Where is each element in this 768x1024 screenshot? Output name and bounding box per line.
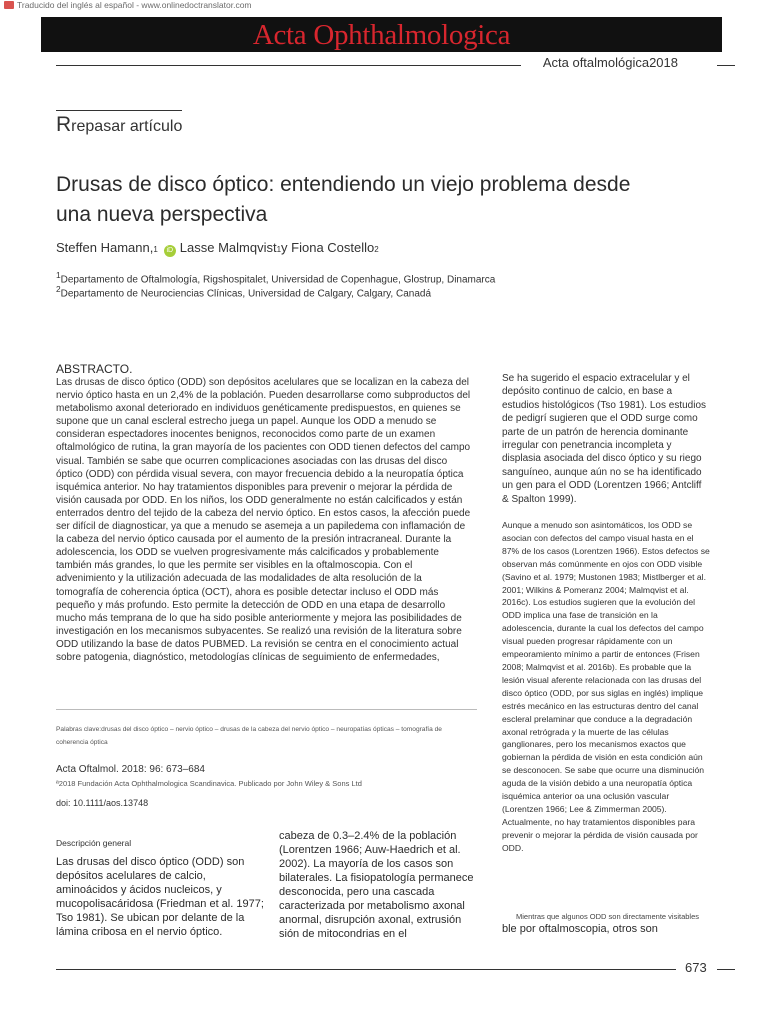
author-2-sup: 1 — [276, 245, 282, 254]
header-rule-right — [717, 65, 735, 66]
affiliation-1-text: Departamento de Oftalmología, Rigshospitalet, Universidad de Copenhague, Glostrup, Dinamarca — [60, 274, 496, 286]
page-number: 673 — [685, 960, 707, 975]
right-column-last-line: ble por oftalmoscopia, otros son — [502, 923, 658, 935]
header-rule-left — [56, 65, 521, 66]
author-3-sup: 2 — [374, 245, 379, 254]
journal-running-head: Acta oftalmológica2018 — [542, 55, 678, 70]
author-1: Steffen Hamann, — [56, 240, 154, 255]
doi-link[interactable]: doi: 10.1111/aos.13748 — [56, 798, 149, 808]
affiliation-2-num: 2 — [56, 284, 61, 294]
author-1-sup: 1 — [153, 245, 158, 254]
author-list — [56, 240, 379, 257]
keywords-rule — [56, 709, 477, 710]
orcid-icon[interactable]: iD — [164, 245, 176, 257]
author-3: y Fiona Costello — [281, 240, 375, 255]
section-label — [56, 110, 182, 137]
journal-banner — [41, 17, 722, 52]
translator-note[interactable] — [4, 0, 252, 10]
right-column-footnote: Mientras que algunos ODD son directamente visitables — [516, 912, 700, 921]
affiliation-1-num: 1 — [56, 270, 61, 280]
footer-rule-left — [56, 969, 676, 970]
right-column-paragraph: Se ha sugerido el espacio extracelular y el depósito continuo de calcio, en base a estudios histológicos (Tso 1981). Los estudios de pedigrí sugieren que el ODD surge como parte de un patrón de herencia dominante irregular con penetrancia incompleta y displasia asociada del disco óptico y su riego sanguíneo, aunque aún no se ha identificado un gen para el ODD (Lorentzen 1966; Antcliff & Spalton 1999). — [502, 373, 707, 505]
overview-heading: Descripción general — [56, 838, 132, 848]
translator-icon — [4, 1, 14, 9]
keywords: Palabras clave:drusas del disco óptico – nervio óptico – drusas de la cabeza del nervio óptico – neuropatías ópticas – tomografía de coherencia óptica — [56, 726, 442, 746]
footer-rule-right — [717, 969, 735, 970]
section-initial: R — [56, 113, 72, 136]
abstract-body: Las drusas de disco óptico (ODD) son depósitos acelulares que se localizan en la cabeza del nervio óptico hasta en un 2,4% de la población. Pueden desarrollarse como subproductos del metabolismo axonal deteriorado en individuos genéticamente predispuestos, en quienes se supone que un canal escleral estrecho juega un papel. Aunque los ODD a menudo se consideran espectadores inocentes benignos, reconocidos como parte de un examen oftalmológico de rutina, la gran mayoría de los pacientes con ODD tienen defectos del campo visual. También se sabe que ocurren complicaciones asociadas con las drusas del disco óptico (ODD) con pérdida visual severa, con mayor frecuencia debido a la neuropatía óptica isquémica anterior. No hay tratamientos disponibles para prevenir o mejorar la pérdida de visión causada por ODD. En los niños, los ODD generalmente no están calcificados y están enterrados dentro del tejido de la cabeza del nervio óptico. En estos casos, la afección puede ser difícil de diagnosticar, ya que a menudo se asemeja a un papiledema con inflamación de la cabeza del nervio óptico causada por el aumento de la presión intracraneal. Durante la adolescencia, los ODD se vuelven progresivamente más calcificados y probablemente también más grandes, lo que les permite ser visibles en la oftalmoscopia. Con el advenimiento y la utilización adecuada de las modalidades de alta resolución de la tomografía de coherencia óptica (OCT), ahora es posible detectar incluso el ODD más pequeño y más profundo. Esto permite la detección de ODD en una etapa de desarrollo mucho más temprana de lo que ha sido posible anteriormente y mejora las posibilidades de investigación en los mecanismos subyacentes. Se realizó una revisión de la literatura sobre ODD utilizando la base de datos PUBMED. La revisión se centra en el conocimiento actual sobre patogenia, diagnóstico, metodologías clínicas de seguimiento de enfermedades, — [56, 377, 471, 663]
journal-logo-title: Acta Ophthalmologica — [252, 19, 511, 51]
translator-text[interactable]: Traducido del inglés al español - www.onlinedoctranslator.com — [17, 0, 252, 10]
affiliation-2 — [56, 284, 431, 299]
section-rest: repasar artículo — [71, 118, 183, 135]
citation: Acta Oftalmol. 2018: 96: 673–684 — [56, 764, 205, 775]
abstract-heading: ABSTRACTO. — [56, 362, 133, 376]
middle-column-paragraph: cabeza de 0.3–2.4% de la población (Lorentzen 1966; Auw-Haedrich et al. 2002). La mayoría de los casos son bilaterales. La fisiopatología permanece desconocida, pero una cascada caracterizada por metabolismo axonal anormal, disrupción axonal, extrusión sión de mitocondrias en el — [279, 830, 474, 940]
copyright: ª2018 Fundación Acta Ophthalmologica Scandinavica. Publicado por John Wiley & Sons Ltd — [56, 779, 362, 788]
right-column-paragraph-2: Aunque a menudo son asintomáticos, los ODD se asocian con defectos del campo visual hasta en el 87% de los casos (Lorentzen 1966). Estos defectos se observan más comúnmente en ojos con ODD visible (Savino et al. 1979; Mustonen 1983; Mistlberger et al. 2001; Wilkins & Pomeranz 2004; Malmqvist et al. 2016c). Los estudios sugieren que la evolución del ODD implica una fase de transición en la adolescencia, durante la cual los defectos del campo visual pueden progresar rápidamente con un empeoramiento mínimo a partir de entonces (Frisen 2008; Malmqvist et al. 2016b). Es probable que la lesión visual aferente relacionada con las drusas del disco óptico (ODD, por sus siglas en inglés) implique estrés mecánico en las estructuras dentro del canal escleral prelaminar que conduce a la degradación axonal retrógrada y la muerte de las células ganglionares, pero los mecanismos exactos que gobiernan la pérdida de visión en esta condición aún se desconocen. Se sabe que ocurre una disminución aguda de la visión debido a una neuropatía óptica isquémica anterior oa una oclusión vascular (Lorentzen 1966; Lee & Zimmerman 2005). Actualmente, no hay tratamientos disponibles para prevenir o mejorar la pérdida de visión causada por ODD. — [502, 520, 710, 853]
affiliation-2-text: Departamento de Neurociencias Clínicas, Universidad de Calgary, Calgary, Canadá — [60, 288, 432, 300]
overview-paragraph: Las drusas del disco óptico (ODD) son depósitos acelulares de calcio, aminoácidos y ácidos nucleicos, y mucopolisacáridosa (Friedman et al. 1977; Tso 1981). Se ubican por delante de la lámina cribosa en el nervio óptico. — [56, 856, 264, 938]
article-title: Drusas de disco óptico: entendiendo un viejo problema desde una nueva perspectiva — [56, 173, 631, 226]
author-2: Lasse Malmqvist — [179, 240, 277, 255]
